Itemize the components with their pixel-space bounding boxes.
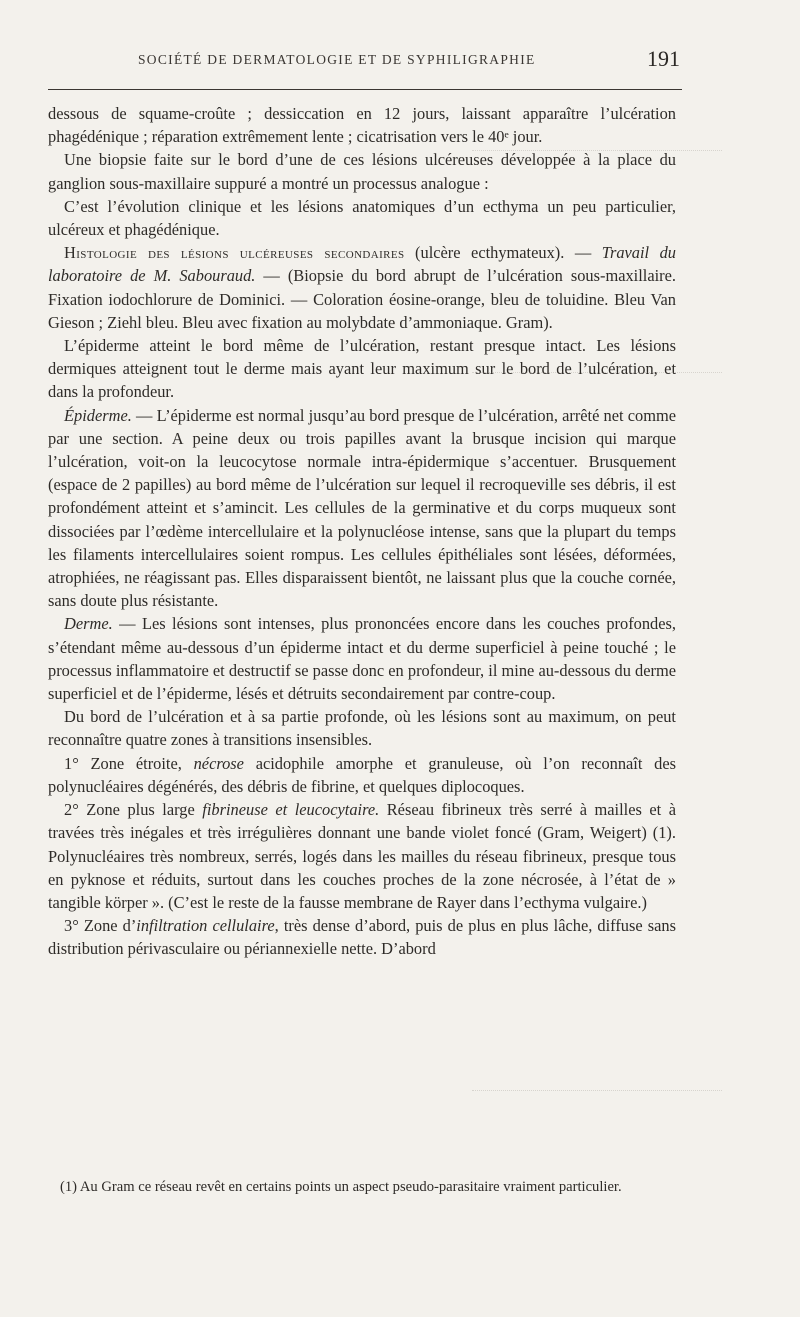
histology-text-a: (ulcère ecthymateux). — [404, 243, 602, 263]
paragraph-derme [48, 612, 676, 705]
derme-label: Derme. [64, 614, 113, 634]
histology-lab-credit: Travail du laboratoire de M. Sabouraud. [48, 243, 676, 286]
zone-2-italic: fibrineuse et leucocytaire. [202, 800, 380, 820]
running-title: SOCIÉTÉ DE DERMATOLOGIE ET DE SYPHILIGRAPHIE [138, 52, 536, 67]
epiderme-text: — L’épiderme est normal jusqu’au bord presque de l’ulcération, arrêté net comme par une section. A peine deux ou trois papilles avant la brusque incision qui marque l’ulcération, voit-on la leucocytose normale intra-épidermique s’accentuer. Brusquement (espace de 2 papilles) au bord même de l’ulcération sur lequel il recroqueville ses débris, il est profondément atteint et s’amincit. Les cellules de la germinative et du corps muqueux sont dissociées par l’œdème intercellulaire et la polynucléose intense, sans que la plupart du temps les filaments intercellulaires soient rompus. Les cellules épithéliales sont lésées, déformées, atrophiées, ne réagissant pas. Elles disparaissent bientôt, ne laissant plus que la couche cornée, sans doute plus résistante. [48, 405, 676, 611]
zone-3-italic: infiltration cellulaire [136, 916, 275, 936]
zone-3-text-b: , très dense d’abord, puis de plus en plus lâche, diffuse sans distribution périvasculaire ou périannexielle nette. D’abord [48, 916, 676, 959]
paragraph-zone-2 [48, 798, 676, 914]
footnote-text: (1) Au Gram ce réseau revêt en certains points un aspect pseudo-parasitaire vraiment particulier. [60, 1179, 622, 1195]
zone-2-text-b: Réseau fibrineux très serré à mailles et à travées très inégales et très irrégulières donnant une bande violet foncé (Gram, Weigert) (1). Polynucléaires très nombreux, serrés, logés dans les mailles du réseau fibrineux, presque tous en pyknose et réduits, surtout dans les couches proches de la zone nécrosée, à l’état de » tangible körper ». (C’est le reste de la fausse membrane de Rayer dans l’ecthyma vulgaire.) [48, 800, 677, 912]
show-through-mark [472, 150, 722, 152]
derme-text: — Les lésions sont intenses, plus prononcées encore dans les couches profondes, s’étendant même au-dessous d’un épiderme intact et du derme superficiel à peine touché ; le processus inflammatoire et destructif se passe donc en profondeur, il mine au-dessous du derme superficiel et de l’épiderme, lésés et détruits secondairement par contre-coup. [48, 614, 676, 704]
zone-1-text-b: acidophile amorphe et granuleuse, où l’on reconnaît des polynucléaires dégénérés, des débris de fibrine, et quelques diplocoques. [48, 753, 676, 796]
zone-1-italic: nécrose [193, 753, 244, 773]
footnote [48, 1177, 676, 1198]
paragraph-biopsy: Une biopsie faite sur le bord d’une de ces lésions ulcéreuses développée à la place du ganglion sous-maxillaire suppuré a montré un processus analogue : [48, 150, 676, 193]
paragraph-zones-intro: Du bord de l’ulcération et à sa partie profonde, où les lésions sont au maximum, on peut reconnaître quatre zones à transitions insensibles. [48, 707, 676, 750]
histology-heading: Histologie des lésions ulcéreuses secondaires [64, 243, 405, 263]
page-number: 191 [647, 46, 680, 71]
zone-1-text-a: 1° Zone étroite, [64, 753, 194, 773]
paragraph-continuation: dessous de squame-croûte ; dessiccation en 12 jours, laissant apparaître l’ulcération phagédénique ; réparation extrêmement lente ; cicatrisation vers le 40ᵉ jour. [48, 104, 676, 147]
header-rule [48, 89, 682, 90]
show-through-mark [472, 1090, 722, 1092]
show-through-mark [472, 372, 722, 374]
body-text [48, 102, 676, 961]
paragraph-zone-3 [48, 914, 676, 960]
zone-2-text-a: 2° Zone plus large [64, 800, 203, 820]
epiderme-label: Épiderme. [64, 405, 132, 425]
paragraph-epidermis-summary: L’épiderme atteint le bord même de l’ulcération, restant presque intact. Les lésions dermiques atteignent tout le derme mais ayant leur maximum sur le bord de l’ulcération, et dans la profondeur. [48, 336, 676, 402]
paragraph-epiderme [48, 404, 676, 613]
page-header [48, 46, 680, 76]
paragraph-histology [48, 241, 676, 334]
paragraph-zone-1 [48, 752, 676, 798]
zone-3-text-a: 3° Zone d’ [64, 916, 137, 936]
histology-text-b: — (Biopsie du bord abrupt de l’ulcération sous-maxillaire. Fixation iodochlorure de Dominici. — Coloration éosine-orange, bleu de toluidine. Bleu Van Gieson ; Ziehl bleu. Bleu avec fixation au molybdate d’ammoniaque. Gram). [48, 266, 676, 332]
paragraph-evolution: C’est l’évolution clinique et les lésions anatomiques d’un ecthyma un peu particulier, ulcéreux et phagédénique. [48, 196, 676, 240]
